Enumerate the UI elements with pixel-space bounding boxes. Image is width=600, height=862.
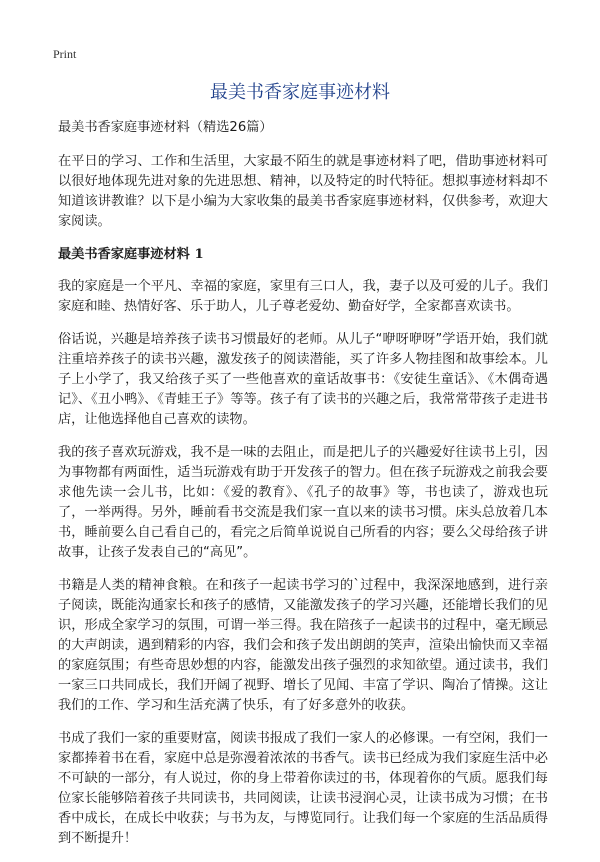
document-subtitle: 最美书香家庭事迹材料（精选26篇） <box>58 120 273 135</box>
body-paragraph: 书籍是人类的精神食粮。在和孩子一起读书学习的`过程中，我深深地感到，进行亲子阅读，既能沟通家长和孩子的感情，又能激发孩子的学习兴趣，还能增长我们的见识，形成全家学习的氛围，可谓一举三得。我在陪孩子一起读书的过程中，毫无顾忌的大声朗读，遇到精彩的内容，我们会和孩子发出朗朗的笑声，渲染出愉快而又幸福的家庭氛围；有些奇思妙想的内容，能激发出孩子强烈的求知欲望。通过读书，我们一家三口共同成长，我们开阔了视野、增长了见闻、丰富了学识、陶冶了情操。这让我们的工作、学习和生活充满了快乐，有了好多意外的收获。 <box>58 578 548 713</box>
body-paragraph: 我的孩子喜欢玩游戏，我不是一味的去阻止，而是把儿子的兴趣爱好往读书上引，因为事物都有两面性，适当玩游戏有助于开发孩子的智力。但在孩子玩游戏之前我会要求他先读一会儿书，比如：《爱的教育》、《孔子的故事》等，书也读了，游戏也玩了，一举两得。另外，睡前看书交流是我们家一直以来的读书习惯。床头总放着几本书，睡前要么自己看自己的，看完之后简单说说自己所看的内容；要么父母给孩子讲故事，让孩子发表自己的“高见”。 <box>58 445 548 560</box>
document-body <box>58 118 548 862</box>
intro-paragraph: 在平日的学习、工作和生活里，大家最不陌生的就是事迹材料了吧，借助事迹材料可以很好地体现先进对象的先进思想、精神，以及特定的时代特征。想拟事迹材料却不知道该讲教谁？以下是小编为大家收集的最美书香家庭事迹材料，仅供参考，欢迎大家阅读。 <box>58 154 548 229</box>
page-title: 最美书香家庭事迹材料 <box>210 82 390 103</box>
body-paragraph: 书成了我们一家的重要财富，阅读书报成了我们一家人的必修课。一有空闲，我们一家都捧着书在看，家庭中总是弥漫着浓浓的书香气。读书已经成为我们家庭生活中必不可缺的一部分，有人说过，你的身上带着你读过的书，体现着你的气质。愿我们每位家长能够陪着孩子共同读书，共同阅读，让读书浸润心灵，让读书成为习惯；在书香中成长，在成长中收获；与书为友，与博览同行。让我们每一个家庭的生活品质得到不断提升！ <box>58 731 548 846</box>
body-paragraph: 俗话说，兴趣是培养孩子读书习惯最好的老师。从儿子“咿呀咿呀”学语开始，我们就注重培养孩子的读书兴趣，激发孩子的阅读潜能，买了许多人物挂图和故事绘本。儿子上小学了，我又给孩子买了一些他喜欢的童话故事书：《安徒生童话》、《木偶奇遇记》、《丑小鸭》、《青蛙王子》等等。孩子有了读书的兴趣之后，我常常带孩子走进书店，让他选择他自己喜欢的读物。 <box>58 332 548 427</box>
body-paragraph: 我的家庭是一个平凡、幸福的家庭，家里有三口人，我，妻子以及可爱的儿子。我们家庭和睦、热情好客、乐于助人，儿子尊老爱幼、勤奋好学，全家都喜欢读书。 <box>58 279 548 314</box>
print-label: Print <box>53 47 77 61</box>
section-heading: 最美书香家庭事迹材料 1 <box>58 247 204 262</box>
